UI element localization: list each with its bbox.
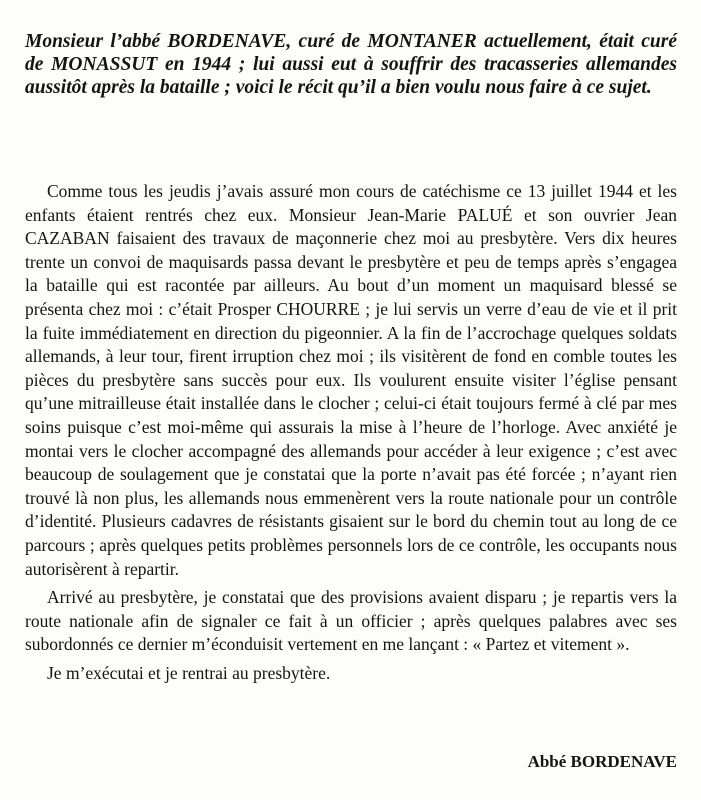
narrative-body (25, 180, 677, 685)
intro-paragraph: Monsieur l’abbé BORDENAVE, curé de MONTANER actuellement, était curé de MONASSUT en 1944 ; lui aussi eut à souffrir des tracasseries allemandes aussitôt après la bataille ; voici le récit qu’il a bien voulu nous faire à ce sujet. (25, 31, 677, 98)
narrative-paragraph-2: Arrivé au presbytère, je constatai que des provisions avaient disparu ; je repartis vers la route nationale afin de signaler ce fait à un officier ; après quelques palabres avec ses subordonnés ce dernier m’éconduisit vertement en me lançant : « Partez et vitement ». (25, 587, 677, 655)
narrative-paragraph-1: Comme tous les jeudis j’avais assuré mon cours de catéchisme ce 13 juillet 1944 et les enfants étaient rentrés chez eux. Monsieur Jean-Marie PALUÉ et son ouvrier Jean CAZABAN faisaient des travaux de maçonnerie chez moi au presbytère. Vers dix heures trente un convoi de maquisards passa devant le presbytère et peu de temps après s’engagea la bataille qui est racontée par ailleurs. Au bout d’un moment un maquisard blessé se présenta chez moi : c’était Prosper CHOURRE ; je lui servis un verre d’eau de vie et il prit la fuite immédiatement en direction du pigeonnier. A la fin de l’accrochage quelques soldats allemands, à leur tour, firent irruption chez moi ; ils visitèrent de fond en comble toutes les pièces du presbytère sans succès pour eux. Ils voulurent ensuite visiter l’église pensant qu’une mitrailleuse était installée dans le clocher ; celui-ci était toujours fermé à clé par mes soins puisque c’est moi-même qui assurais la mise à l’heure de l’horloge. Avec anxiété je montai vers le clocher accompagné des allemands pour accéder à leur exigence ; c’est avec beaucoup de soulagement que je constatai que la porte n’avait pas été forcée ; n’ayant rien trouvé là non plus, les allemands nous emmenèrent vers la route nationale pour un contrôle d’identité. Plusieurs cadavres de résistants gisaient sur le bord du chemin tout au long de ce parcours ; après quelques petits problèmes personnels lors de ce contrôle, les occupants nous autorisèrent à repartir. (25, 181, 677, 579)
narrative-paragraph-3: Je m’exécutai et je rentrai au presbytère. (47, 662, 331, 683)
signature: Abbé BORDENAVE (527, 752, 677, 771)
